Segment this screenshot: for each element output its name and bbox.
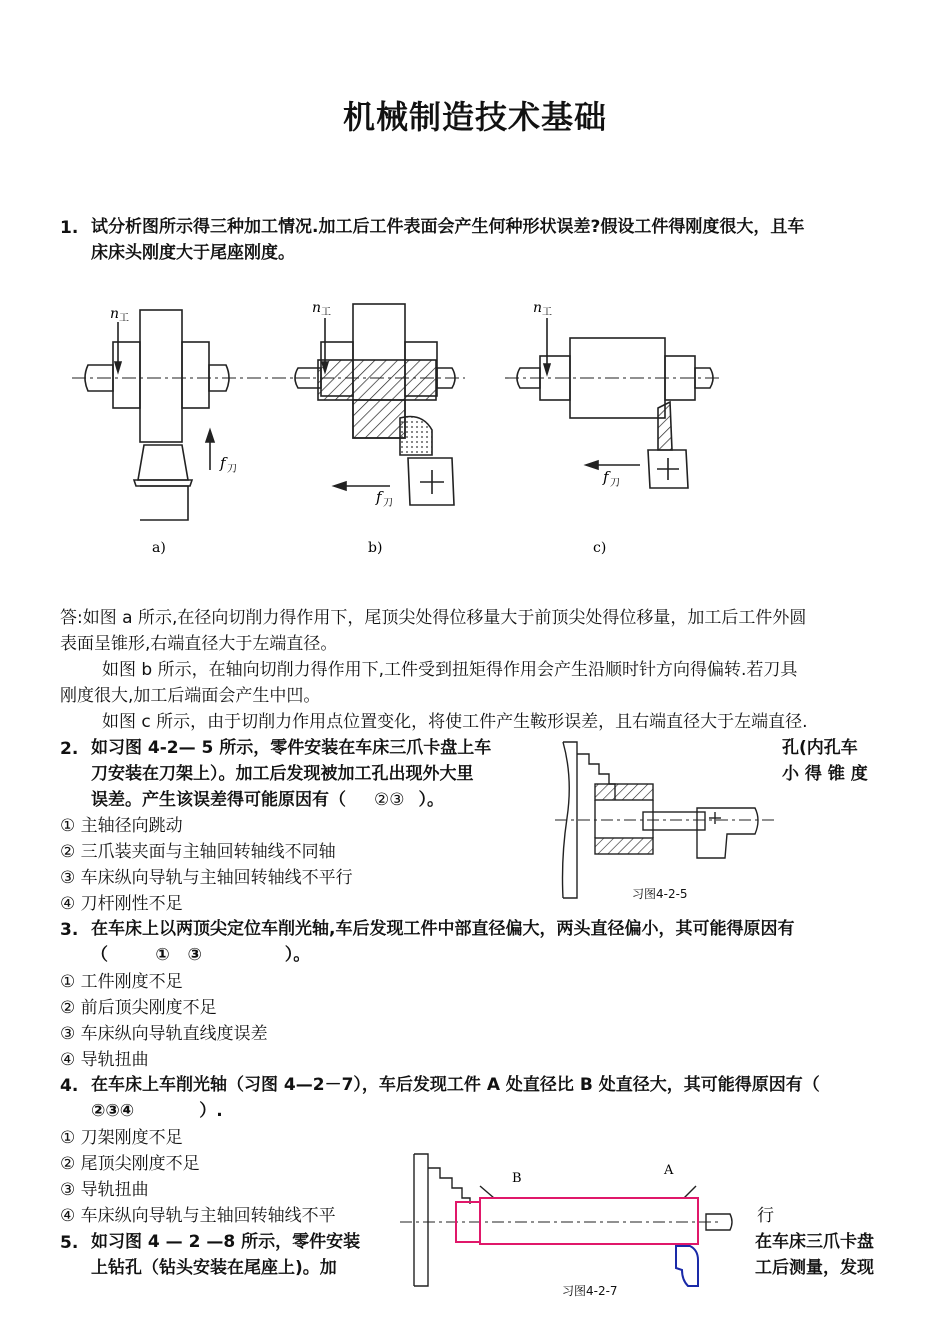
q1-fig-c-f-sub: 刀 — [610, 478, 620, 489]
q4-option-2: ② 尾顶尖刚度不足 — [60, 1154, 200, 1174]
q1-fig-b-caption: b) — [368, 540, 383, 556]
q3-number: 3. — [60, 920, 79, 940]
q4-fig-label-a: A — [664, 1163, 674, 1178]
q2-option-3: ③ 车床纵向导轨与主轴回转轴线不平行 — [60, 868, 353, 888]
q4-fig-label-b: B — [512, 1171, 522, 1186]
q3-option-1: ① 工件刚度不足 — [60, 972, 183, 992]
q2-figure-caption: 习图4-2-5 — [632, 887, 688, 901]
q3-text — [91, 916, 901, 968]
q2-option-2: ② 三爪装夹面与主轴回转轴线不同轴 — [60, 842, 336, 862]
q4-number: 4. — [60, 1076, 79, 1096]
q5-line1-right: 在车床三爪卡盘 — [755, 1232, 874, 1252]
q4-text — [91, 1072, 901, 1124]
q4-option-4-tail: 行 — [757, 1206, 774, 1226]
q3-option-3: ③ 车床纵向导轨直线度误差 — [60, 1024, 268, 1044]
q4-option-4: ④ 车床纵向导轨与主轴回转轴线不平 — [60, 1206, 336, 1226]
q5-line2-right: 工后测量，发现 — [755, 1258, 874, 1278]
q2-line3 — [91, 787, 551, 813]
q1-fig-a-caption: a) — [152, 540, 166, 556]
q3-option-2: ② 前后顶尖刚度不足 — [60, 998, 217, 1018]
q4-figure — [400, 1150, 750, 1290]
q5-text — [91, 1229, 391, 1281]
q2-option-1: ① 主轴径向跳动 — [60, 816, 183, 836]
q1-answer-a-line1: 答:如图 a 所示,在径向切削力得作用下，尾顶尖处得位移量大于前顶尖处得位移量，加工后工件外圆 — [60, 608, 807, 628]
q1-fig-c-caption: c) — [593, 540, 607, 556]
q1-fig-a-n-label: n — [110, 306, 120, 322]
q1-fig-b-f-sub: 刀 — [383, 498, 393, 509]
q1-fig-a-f-sub: 刀 — [227, 464, 237, 475]
q2-text — [91, 735, 551, 813]
q5-line1-left: 如习图 4 — 2 —8 所示，零件安装 — [91, 1232, 361, 1252]
q4-line2: ②③④ ）. — [91, 1101, 223, 1121]
q4-option-1: ① 刀架刚度不足 — [60, 1128, 183, 1148]
q1-fig-c-n-label: n — [533, 300, 543, 316]
q1-fig-c-n-sub: 工 — [542, 307, 552, 318]
q3-option-4: ④ 导轨扭曲 — [60, 1050, 149, 1070]
q2-line3-text: 误差。产生该误差得可能原因有（ — [91, 790, 346, 810]
q1-fig-a-n-sub: 工 — [119, 313, 129, 324]
q4-option-3: ③ 导轨扭曲 — [60, 1180, 149, 1200]
q2-answer: ②③ — [374, 790, 405, 810]
q1-answer-c: 如图 c 所示，由于切削力作用点位置变化，将使工件产生鞍形误差，且右端直径大于左端直径. — [102, 712, 808, 732]
q5-right-text — [755, 1229, 895, 1281]
q1-fig-b-f-label: f — [376, 488, 382, 506]
q2-line2-right: 小 得 锥 度 — [782, 764, 868, 784]
q3-line1: 在车床上以两顶尖定位车削光轴,车后发现工件中部直径偏大，两头直径偏小，其可能得原因有 — [91, 919, 795, 939]
q1-text-line1: 试分析图所示得三种加工情况.加工后工件表面会产生何种形状误差?假设工件得刚度很大，且车 — [91, 217, 805, 237]
q3-line2: （ ① ③ ）。 — [91, 945, 311, 965]
q5-number: 5. — [60, 1233, 79, 1253]
q4-line1: 在车床上车削光轴（习图 4—2－7），车后发现工件 A 处直径比 B 处直径大，其可能得原因有（ — [91, 1075, 820, 1095]
q1-text — [91, 214, 891, 266]
q2-option-4: ④ 刀杆刚性不足 — [60, 894, 183, 914]
q1-number: 1. — [60, 218, 79, 238]
q2-line1-right: 孔(内孔车 — [782, 738, 858, 758]
q1-answer-a-line2: 表面呈锥形,右端直径大于左端直径。 — [60, 634, 338, 654]
q2-line3-end: ）。 — [418, 790, 444, 810]
q1-answer-b-line1: 如图 b 所示，在轴向切削力得作用下,工件受到扭矩得作用会产生沿顺时针方向得偏转.若刀具 — [102, 660, 798, 680]
q5-line2-left: 上钻孔（钻头安装在尾座上)。加 — [91, 1258, 337, 1278]
q1-text-line2: 床床头刚度大于尾座刚度。 — [91, 243, 295, 263]
q4-figure-caption: 习图4-2-7 — [562, 1284, 618, 1298]
q2-figure — [555, 738, 785, 908]
page-title: 机械制造技术基础 — [342, 98, 607, 136]
q1-fig-b-n-label: n — [312, 300, 322, 316]
q1-fig-b-n-sub: 工 — [321, 307, 331, 318]
q1-answer — [60, 605, 900, 735]
q2-number: 2. — [60, 739, 79, 759]
q2-right-text — [782, 735, 886, 787]
q1-answer-b-line2: 刚度很大,加工后端面会产生中凹。 — [60, 686, 321, 706]
q1-figure — [60, 290, 740, 570]
q2-line1: 如习图 4-2— 5 所示，零件安装在车床三爪卡盘上车 — [91, 738, 492, 758]
q1-fig-a-f-label: f — [220, 454, 226, 472]
q1-fig-c-f-label: f — [603, 468, 609, 486]
q2-line2: 刀安装在刀架上）。加工后发现被加工孔出现外大里 — [91, 764, 474, 784]
